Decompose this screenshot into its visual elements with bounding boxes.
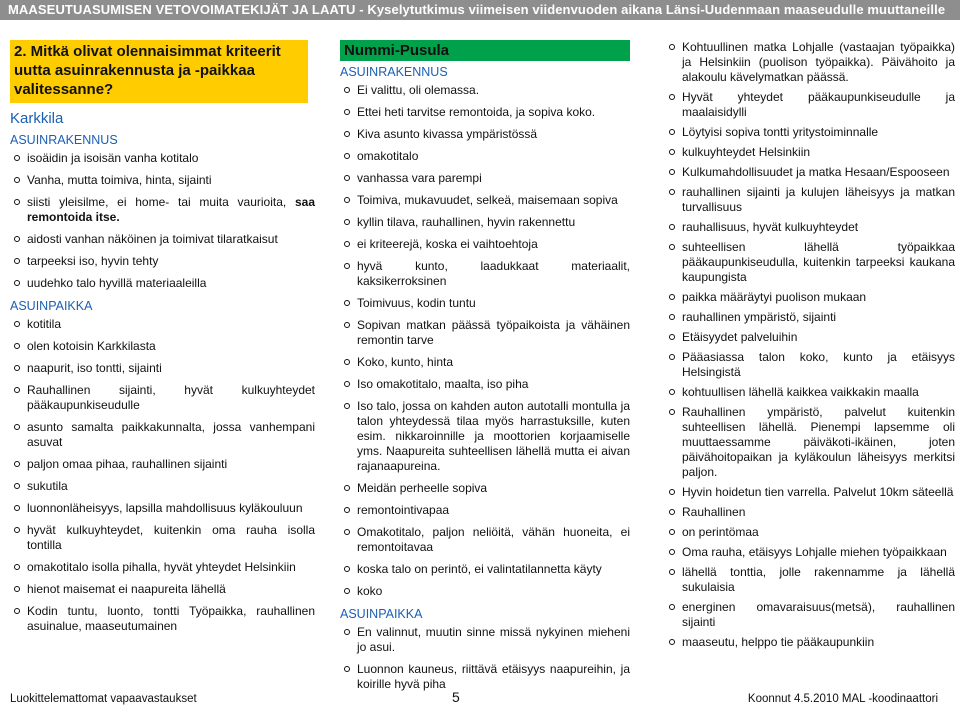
footer-left: Luokittelemattomat vapaavastaukset <box>10 693 197 705</box>
list-item: Iso omakotitalo, maalta, iso piha <box>340 377 630 392</box>
place-list-karkkila <box>10 317 315 634</box>
building-label-karkkila: ASUINRAKENNUS <box>10 133 118 147</box>
list-item: Kodin tuntu, luonto, tontti Työpaikka, rauhallinen asuinalue, maaseutumainen <box>10 604 315 634</box>
place-label-karkkila: ASUINPAIKKA <box>10 299 93 313</box>
list-item: vanhassa vara parempi <box>340 171 630 186</box>
building-label-nummi: ASUINRAKENNUS <box>340 65 448 79</box>
list-item: Rauhallinen sijainti, hyvät kulkuyhteydet pääkaupunkiseudulle <box>10 383 315 413</box>
list-item: koska talo on perintö, ei valintatilannetta käyty <box>340 562 630 577</box>
list-item: kotitila <box>10 317 315 332</box>
list-item: maaseutu, helppo tie pääkaupunkiin <box>665 635 955 650</box>
list-item: isoäidin ja isoisän vanha kotitalo <box>10 151 315 166</box>
emphasis-text: saa remontoida itse. <box>27 195 315 224</box>
list-item: omakotitalo isolla pihalla, hyvät yhteydet Helsinkiin <box>10 560 315 575</box>
list-item: asunto samalta paikkakunnalta, jossa vanhempani asuvat <box>10 420 315 450</box>
list-item: Ei valittu, oli olemassa. <box>340 83 630 98</box>
list-item: Kulkumahdollisuudet ja matka Hesaan/Espooseen <box>665 165 955 180</box>
list-item: suhteellisen lähellä työpaikkaa pääkaupunkiseudulla, kuitenkin tarpeeksi kaukana kaupungista <box>665 240 955 285</box>
list-item: aidosti vanhan näköinen ja toimivat tilaratkaisut <box>10 232 315 247</box>
list-item: remontointivapaa <box>340 503 630 518</box>
list-item: olen kotoisin Karkkilasta <box>10 339 315 354</box>
list-item: Vanha, mutta toimiva, hinta, sijainti <box>10 173 315 188</box>
list-item: Löytyisi sopiva tontti yritystoiminnalle <box>665 125 955 140</box>
list-item: tarpeeksi iso, hyvin tehty <box>10 254 315 269</box>
footer-right: Koonnut 4.5.2010 MAL -koodinaattori <box>747 693 938 705</box>
list-item: luonnonläheisyys, lapsilla mahdollisuus kyläkouluun <box>10 501 315 516</box>
list-item: Etäisyydet palveluihin <box>665 330 955 345</box>
list-item: En valinnut, muutin sinne missä nykyinen mieheni jo asui. <box>340 625 630 655</box>
list-item: paikka määräytyi puolison mukaan <box>665 290 955 305</box>
page-number: 5 <box>452 689 460 705</box>
place-list-continued <box>665 40 955 650</box>
list-item: Meidän perheelle sopiva <box>340 481 630 496</box>
list-item: rauhallinen ympäristö, sijainti <box>665 310 955 325</box>
list-item: hyvä kunto, laadukkaat materiaalit, kaksikerroksinen <box>340 259 630 289</box>
list-item: sukutila <box>10 479 315 494</box>
list-item: rauhallisuus, hyvät kulkuyhteydet <box>665 220 955 235</box>
list-item: kyllin tilava, rauhallinen, hyvin rakennettu <box>340 215 630 230</box>
list-item: Koko, kunto, hinta <box>340 355 630 370</box>
list-item: Omakotitalo, paljon neliöitä, vähän huoneita, ei remontoitavaa <box>340 525 630 555</box>
list-item: Oma rauha, etäisyys Lohjalle miehen työpaikkaan <box>665 545 955 560</box>
list-item: naapurit, iso tontti, sijainti <box>10 361 315 376</box>
list-item: Sopivan matkan päässä työpaikoista ja vähäinen remontin tarve <box>340 318 630 348</box>
list-item: Ettei heti tarvitse remontoida, ja sopiva koko. <box>340 105 630 120</box>
list-item: Toimiva, mukavuudet, selkeä, maisemaan sopiva <box>340 193 630 208</box>
list-item: Hyvin hoidetun tien varrella. Palvelut 10km säteellä <box>665 485 955 500</box>
place-label-nummi: ASUINPAIKKA <box>340 607 423 621</box>
list-item: hyvät kulkuyhteydet, kuitenkin oma rauha isolla tontilla <box>10 523 315 553</box>
list-item: Toimivuus, kodin tuntu <box>340 296 630 311</box>
place-heading-karkkila: Karkkila <box>10 110 64 127</box>
building-list-nummi <box>340 83 630 599</box>
list-item: koko <box>340 584 630 599</box>
list-item: uudehko talo hyvillä materiaaleilla <box>10 276 315 291</box>
document-header: MAASEUTUASUMISEN VETOVOIMATEKIJÄT JA LAATU - Kyselytutkimus viimeisen viidenvuoden aikana Länsi-Uudenmaan maaseudulle muuttaneille <box>0 0 960 20</box>
list-item: paljon omaa pihaa, rauhallinen sijainti <box>10 457 315 472</box>
list-item: ei kriteerejä, koska ei vaihtoehtoja <box>340 237 630 252</box>
column-karkkila <box>10 40 315 641</box>
list-item: Rauhallinen <box>665 505 955 520</box>
list-item: Hyvät yhteydet pääkaupunkiseudulle ja maalaisidylli <box>665 90 955 120</box>
column-continued <box>665 40 955 655</box>
list-item: Iso talo, jossa on kahden auton autotalli montulla ja talon yhteydessä tilaa myös harrastuksille, kuten esim. nikkaroinnille ja moottorien korjaamiselle yms. Naapureita suhteellisen lähellä mutta ei aivan rajanaapureina. <box>340 399 630 474</box>
list-item: Kiva asunto kivassa ympäristössä <box>340 127 630 142</box>
list-item: Pääasiassa talon koko, kunto ja etäisyys Helsingistä <box>665 350 955 380</box>
list-item: lähellä tonttia, jolle rakennamme ja lähellä sukulaisia <box>665 565 955 595</box>
place-list-nummi <box>340 625 630 692</box>
list-item: hienot maisemat ei naapureita lähellä <box>10 582 315 597</box>
question-box: 2. Mitkä olivat olennaisimmat kriteerit uutta asuinrakennusta ja -paikkaa valitessanne? <box>10 40 308 103</box>
building-list-karkkila <box>10 151 315 291</box>
list-item: Rauhallinen ympäristö, palvelut kuitenkin suhteellisen lähellä. Pienempi lapsemme oli muuttaessamme päiväkoti-ikäinen, joten päivähoitopaikan ja kyläkoulun läheisyys merkitsi paljon. <box>665 405 955 480</box>
column-nummi-pusula <box>340 40 630 699</box>
place-heading-nummi-pusula: Nummi-Pusula <box>340 40 630 61</box>
list-item: on perintömaa <box>665 525 955 540</box>
list-item: kulkuyhteydet Helsinkiin <box>665 145 955 160</box>
list-item: rauhallinen sijainti ja kulujen läheisyys ja matkan turvallisuus <box>665 185 955 215</box>
list-item: Luonnon kauneus, riittävä etäisyys naapureihin, ja koirille hyvä piha <box>340 662 630 692</box>
list-item: Kohtuullinen matka Lohjalle (vastaajan työpaikka) ja Helsinkiin (puolison työpaikka). Päivähoito ja alakoulu kävelymatkan päässä. <box>665 40 955 85</box>
list-item: energinen omavaraisuus(metsä), rauhallinen sijainti <box>665 600 955 630</box>
list-item: kohtuullisen lähellä kaikkea vaikkakin maalla <box>665 385 955 400</box>
list-item: omakotitalo <box>340 149 630 164</box>
list-item: siisti yleisilme, ei home- tai muita vaurioita, saa remontoida itse. <box>10 195 315 225</box>
